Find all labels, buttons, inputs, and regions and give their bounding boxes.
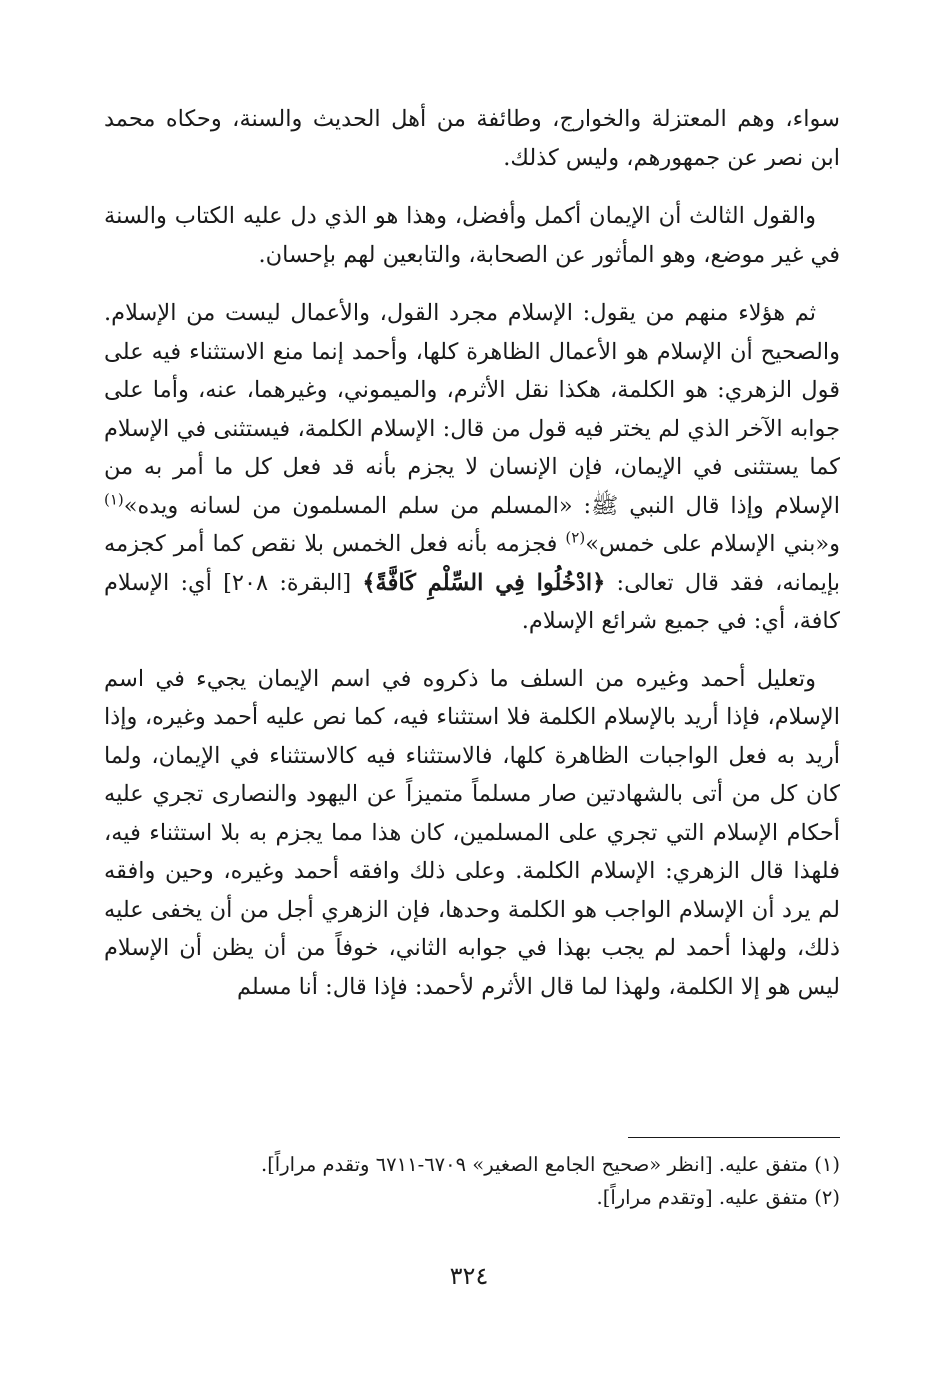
page-number: ٣٢٤ — [449, 1262, 489, 1290]
paragraph-4-text: وتعليل أحمد وغيره من السلف ما ذكروه في اسم الإيمان يجيء في اسم الإسلام، فإذا أريد بالإسلام الكلمة فلا استثناء فيه، كما نص عليه أحمد وغيره، وإذا أريد به فعل الواجبات الظاهرة كلها، فالاستثناء فيه كالاستثناء في الإيمان، ولما كان كل من أتى بالشهادتين صار مسلماً متميزاً عن اليهود والنصارى تجري عليه أحكام الإسلام التي تجري على المسلمين، كان هذا مما يجزم به بلا استثناء فيه، فلهذا قال الزهري: الإسلام الكلمة. وعلى ذلك وافقه أحمد وغيره، وحين وافقه لم يرد أن الإسلام الواجب هو الكلمة وحدها، فإن الزهري أجل من أن يخفى عليه ذلك، ولهذا أحمد لم يجب بهذا في جوابه الثاني، خوفاً من أن يظن أن الإسلام ليس هو إلا الكلمة، ولهذا لما قال الأثرم لأحمد: فإذا قال: أنا مسلم — [104, 665, 840, 1000]
footnote-separator — [628, 1137, 840, 1138]
paragraph-2-text: والقول الثالث أن الإيمان أكمل وأفضل، وهذا هو الذي دل عليه الكتاب والسنة في غير موضع، وهو المأثور عن الصحابة، والتابعين لهم بإحسان. — [104, 203, 840, 268]
footnote-marker-2: (٢) — [565, 528, 586, 547]
paragraph-2 — [104, 197, 840, 274]
footnotes — [104, 1148, 840, 1214]
book-page-body — [104, 100, 840, 1006]
paragraph-1: سواء، وهم المعتزلة والخوارج، وطائفة من أهل الحديث والسنة، وحكاه محمد ابن نصر عن جمهورهم، وليس كذلك. — [104, 106, 840, 171]
paragraph-3-text-a: ثم هؤلاء منهم من يقول: الإسلام مجرد القول، والأعمال ليست من الإسلام. والصحيح أن الإسلام هو الأعمال الظاهرة كلها، وأحمد إنما منع الاستثناء فيه على قول الزهري: هو الكلمة، هكذا نقل الأثرم، والميموني، وغيرهما، عنه، وأما على جوابه الآخر الذي لم يختر فيه قول من قال: الإسلام الكلمة، فيستثنى في الإسلام كما يستثنى في الإيمان، فإن الإنسان لا يجزم بأنه قد فعل كل ما أمر به من الإسلام وإذا قال النبي ﷺ: «المسلم من سلم المسلمون من لسانه ويده» — [104, 300, 840, 519]
footnote-1: (١) متفق عليه. [انظر «صحيح الجامع الصغير» ٦٧٠٩-٦٧١١ وتقدم مراراً]. — [261, 1153, 840, 1176]
paragraph-3-text-b: و«بني الإسلام على خمس» — [585, 531, 840, 557]
paragraph-3-text-c: فجزمه بأنه فعل الخمس بلا نقص كما أمر كجزمه بإيمانه، فقد قال تعالى: — [104, 531, 840, 596]
paragraph-3-text-d: [البقرة: ٢٠٨] أي: الإسلام كافة، أي: في جميع شرائع الإسلام. — [104, 569, 840, 634]
quran-verse: ﴿ادْخُلُوا فِي السِّلْمِ كَافَّةً﴾ — [362, 569, 606, 596]
footnote-2: (٢) متفق عليه. [وتقدم مراراً]. — [596, 1186, 840, 1209]
paragraph-3 — [104, 294, 840, 641]
footnote-marker-1: (١) — [104, 490, 124, 508]
paragraph-4 — [104, 660, 840, 1007]
